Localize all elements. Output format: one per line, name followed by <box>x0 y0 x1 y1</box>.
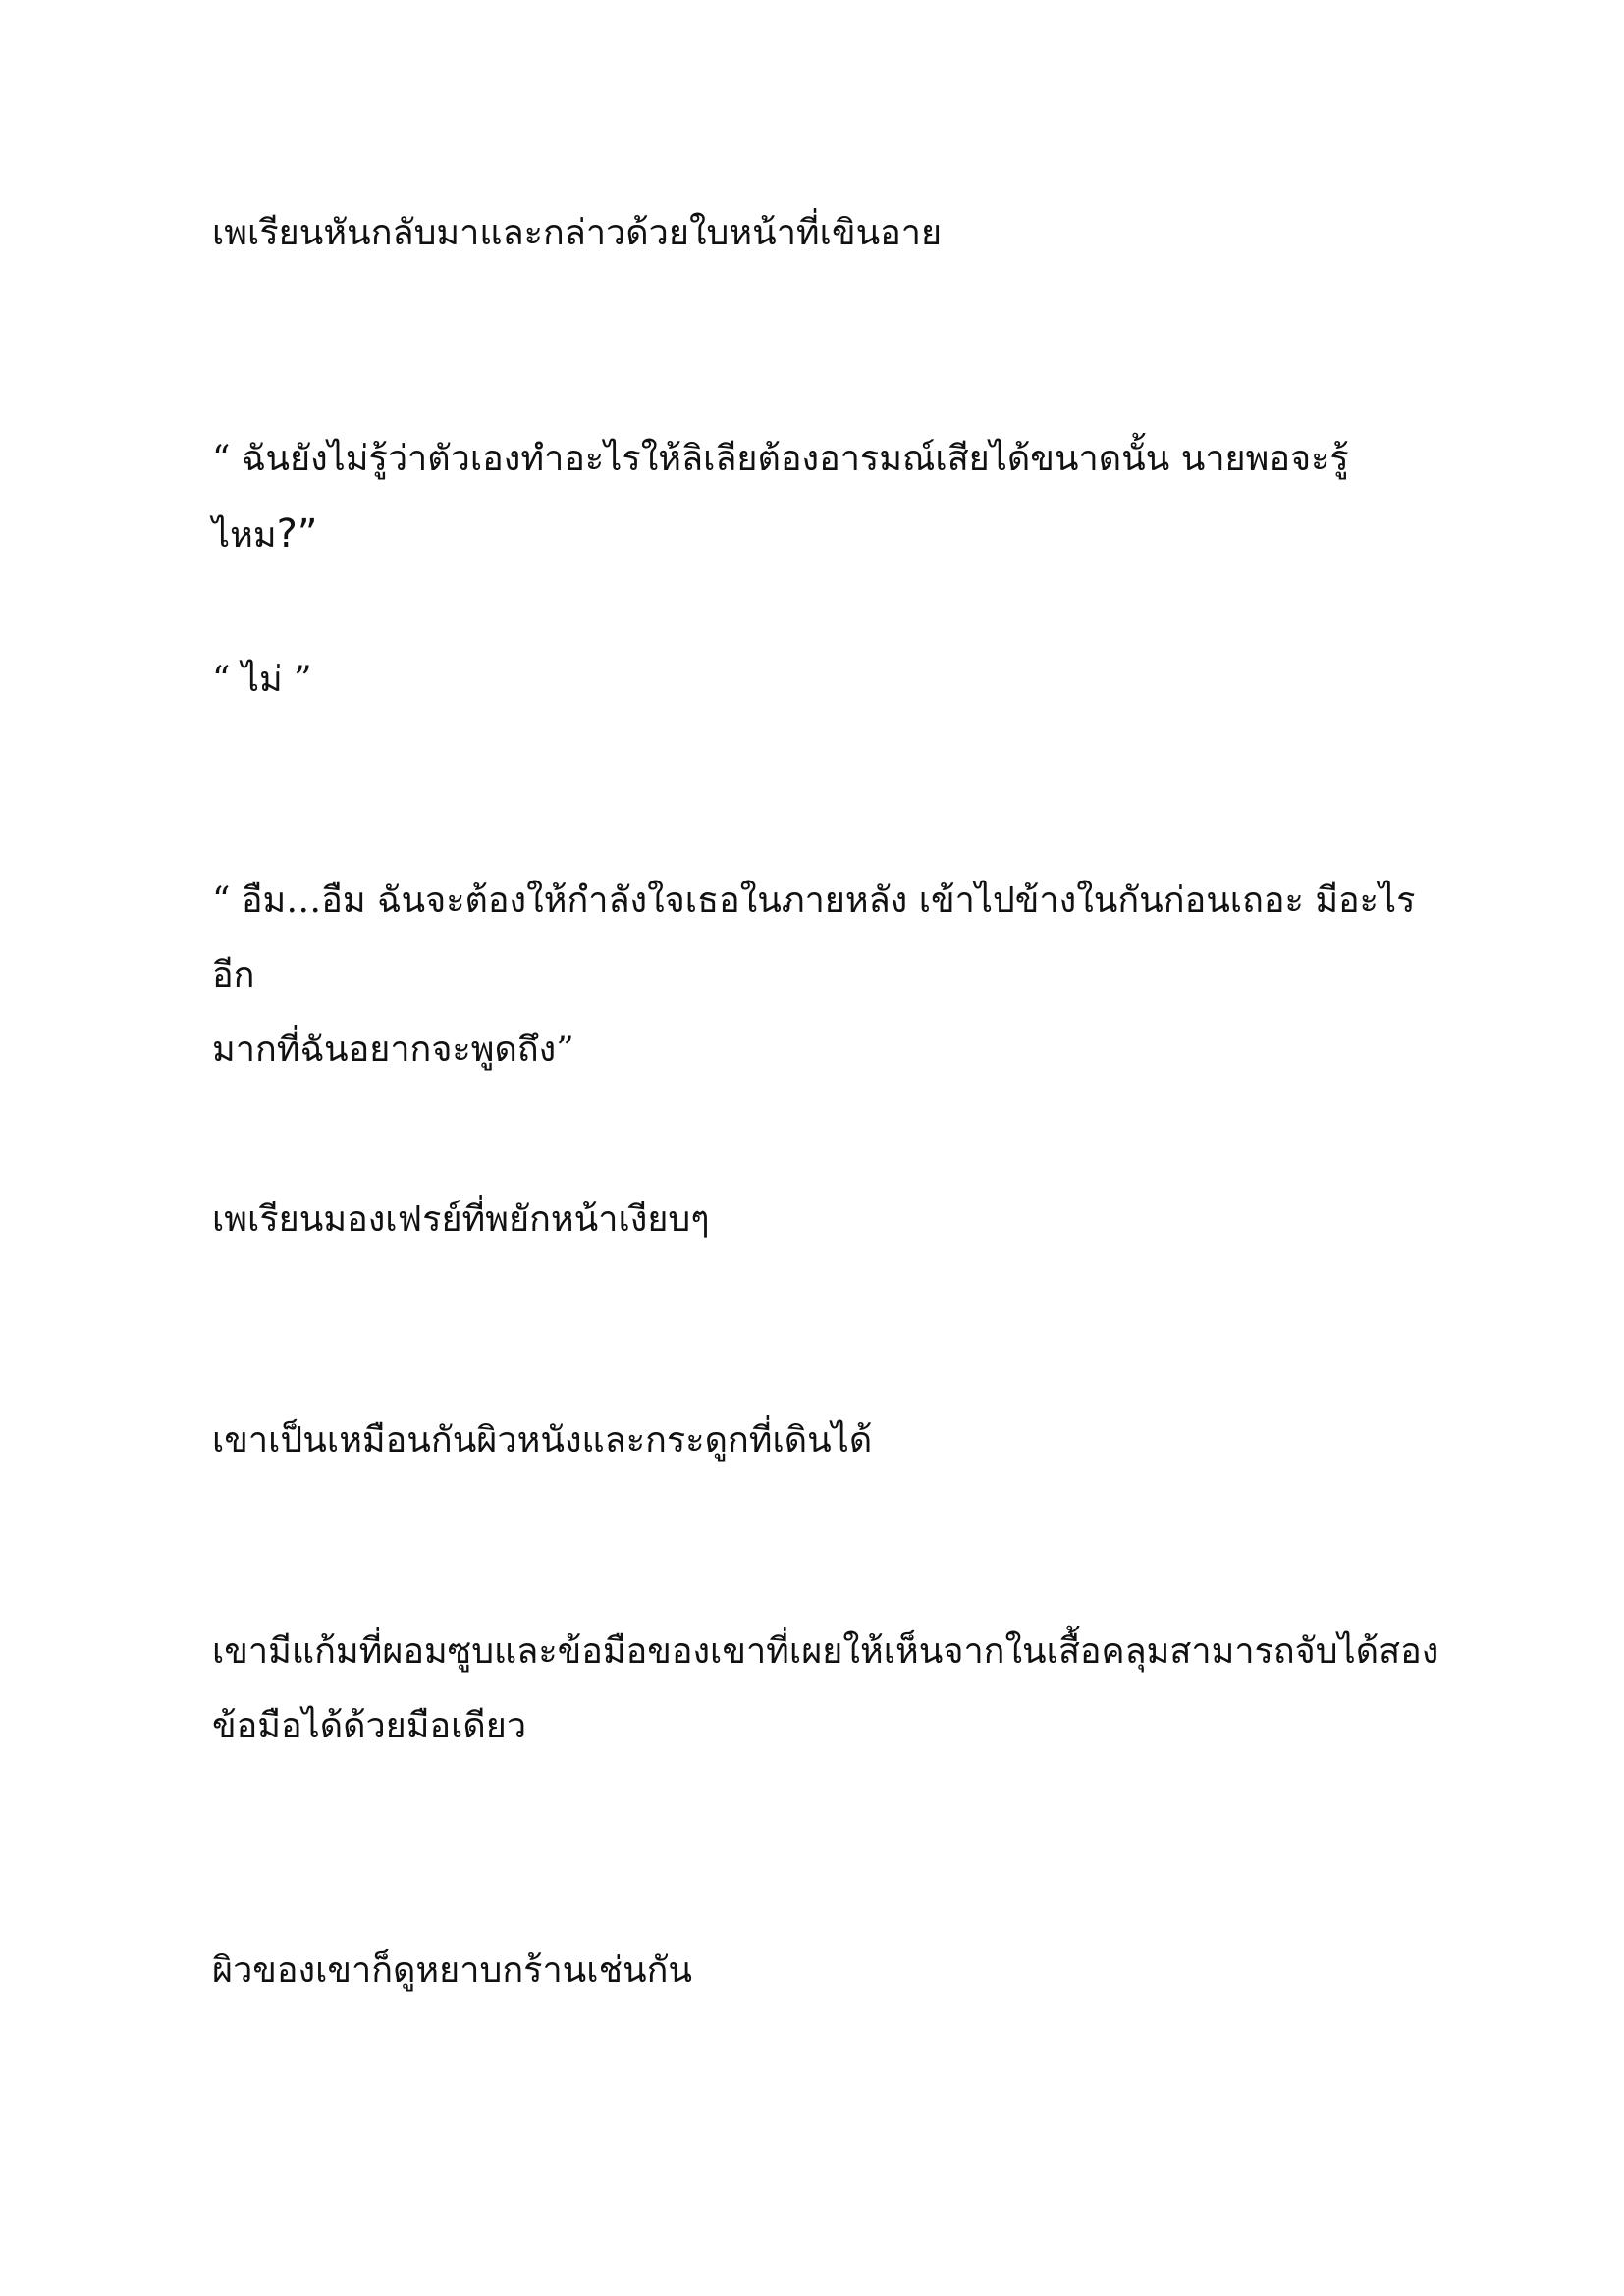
paragraph-8-line-1: ผิวของเขาก็ดูหยาบกร้านเช่นกัน <box>212 1950 693 1991</box>
paragraph-2 <box>212 422 1449 573</box>
paragraph-7-line-2: ข้อมือได้ด้วยมือเดียว <box>212 1706 527 1746</box>
paragraph-7 <box>212 1615 1449 1764</box>
paragraph-3-line-1: “ ไม่ ” <box>212 660 312 700</box>
paragraph-5-line-1: เพเรียนมองเฟรย์ที่พยักหน้าเงียบๆ <box>212 1200 710 1240</box>
paragraph-1 <box>212 196 1449 271</box>
paragraph-6-line-1: เขาเป็นเหมือนกันผิวหนังและกระดูกที่เดินได้ <box>212 1420 873 1461</box>
paragraph-6 <box>212 1404 1449 1478</box>
paragraph-7-line-1: เขามีแก้มที่ผอมซูบและข้อมือของเขาที่เผยให้เห็นจากในเสื้อคลุมสามารถจับได้สอง <box>212 1631 1439 1672</box>
paragraph-3 <box>212 643 1449 718</box>
paragraph-1-line-1: เพเรียนหันกลับมาและกล่าวด้วยใบหน้าที่เขินอาย <box>212 213 943 253</box>
paragraph-2-text: “ ฉันยังไม่รู้ว่าตัวเองทำอะไรให้ลิเลียต้องอารมณ์เสียได้ขนาดนั้น นายพอจะรู้ไหม <box>212 439 1349 556</box>
paragraph-4 <box>212 864 1449 1088</box>
paragraph-8 <box>212 1934 1449 2008</box>
paragraph-4-line-2: มากที่ฉันอยากจะพูดถึง” <box>212 1030 574 1070</box>
paragraph-2-tail: ?” <box>276 511 318 557</box>
paragraph-5 <box>212 1183 1449 1257</box>
paragraph-4-line-1: “ อืม…อืม ฉันจะต้องให้กำลังใจเธอในภายหลัง เข้าไปข้างในกันก่อนเถอะ มีอะไรอีก <box>212 881 1416 995</box>
